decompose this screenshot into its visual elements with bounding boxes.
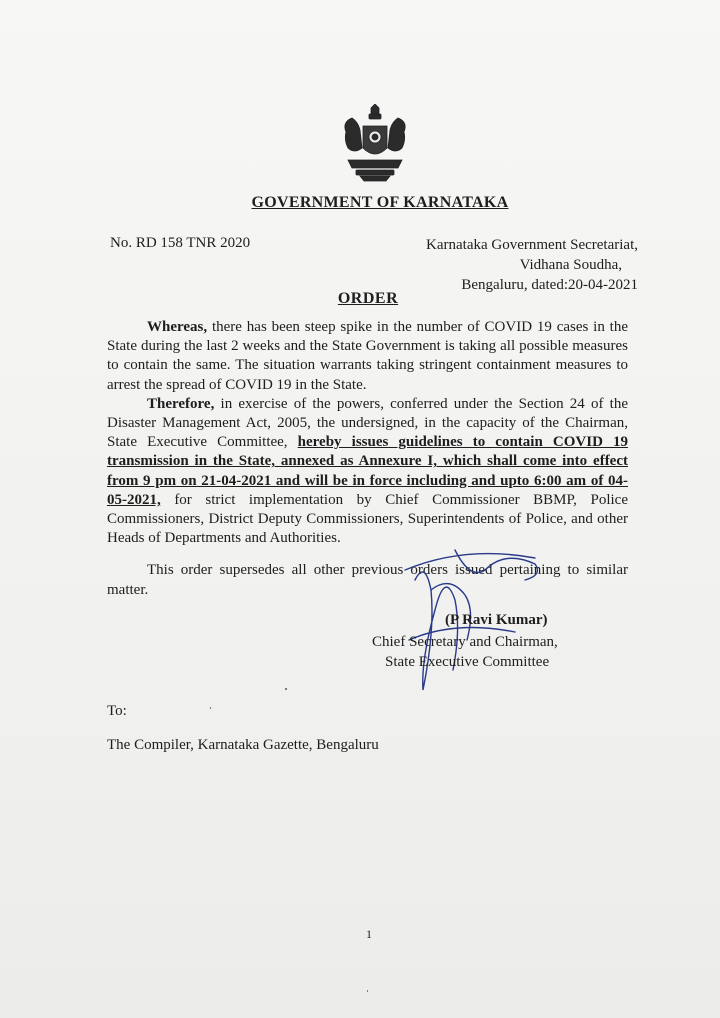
scan-speck	[367, 990, 368, 992]
order-title: ORDER	[337, 290, 399, 307]
guidelines-clause: hereby issues guidelines to contain COVID 19 transmission in the State, annexed as Annexure I, which shall come into effect from 9 pm on 21-04-2021 and will be in force including and upto 6:00 am of 04-05-2021,	[107, 434, 628, 508]
address-line-3: Bengaluru, dated:20-04-2021	[461, 277, 638, 293]
therefore-tail: for strict implementation by Chief Commissioner BBMP, Police Commissioners, District Deputy Commissioners, Superintendents of Police, and other Heads of Departments and Authorities.	[107, 491, 628, 547]
therefore-lead: Therefore,	[147, 395, 215, 412]
reference-number: No. RD 158 TNR 2020	[110, 235, 251, 251]
address-line-1: Karnataka Government Secretariat,	[426, 237, 638, 253]
paragraph-whereas	[107, 318, 628, 395]
karnataka-emblem-icon	[338, 104, 412, 182]
signatory-role-2: State Executive Committee	[385, 654, 550, 670]
scan-speck	[285, 688, 287, 690]
order-body	[107, 318, 628, 548]
paragraph-supersedes: This order supersedes all other previous orders issued pertaining to similar matter.	[107, 562, 628, 598]
signatory-name: (P Ravi Kumar)	[445, 612, 548, 628]
to-label: To:	[107, 703, 127, 719]
whereas-lead: Whereas,	[147, 319, 208, 335]
scan-speck	[210, 707, 211, 709]
signatory-role-1: Chief Secretary and Chairman,	[372, 634, 558, 650]
page-number: 1	[366, 927, 372, 941]
therefore-text: in exercise of the powers, conferred under the Section 24 of the Disaster Management Act, 2005, the undersigned, in the capacity of the Chairman, State Executive Committee,	[107, 395, 628, 451]
recipient-line: The Compiler, Karnataka Gazette, Bengaluru	[107, 737, 379, 753]
address-block	[400, 235, 638, 295]
whereas-text: there has been steep spike in the number of COVID 19 cases in the State during the last 2 weeks and the State Government is taking all possible measures to contain the same. The situation warrants taking stringent containment measures to arrest the spread of COVID 19 in the State.	[107, 319, 628, 393]
address-line-2: Vidhana Soudha,	[519, 257, 622, 273]
paragraph-therefore	[107, 395, 628, 549]
government-title: GOVERNMENT OF KARNATAKA	[251, 194, 509, 211]
